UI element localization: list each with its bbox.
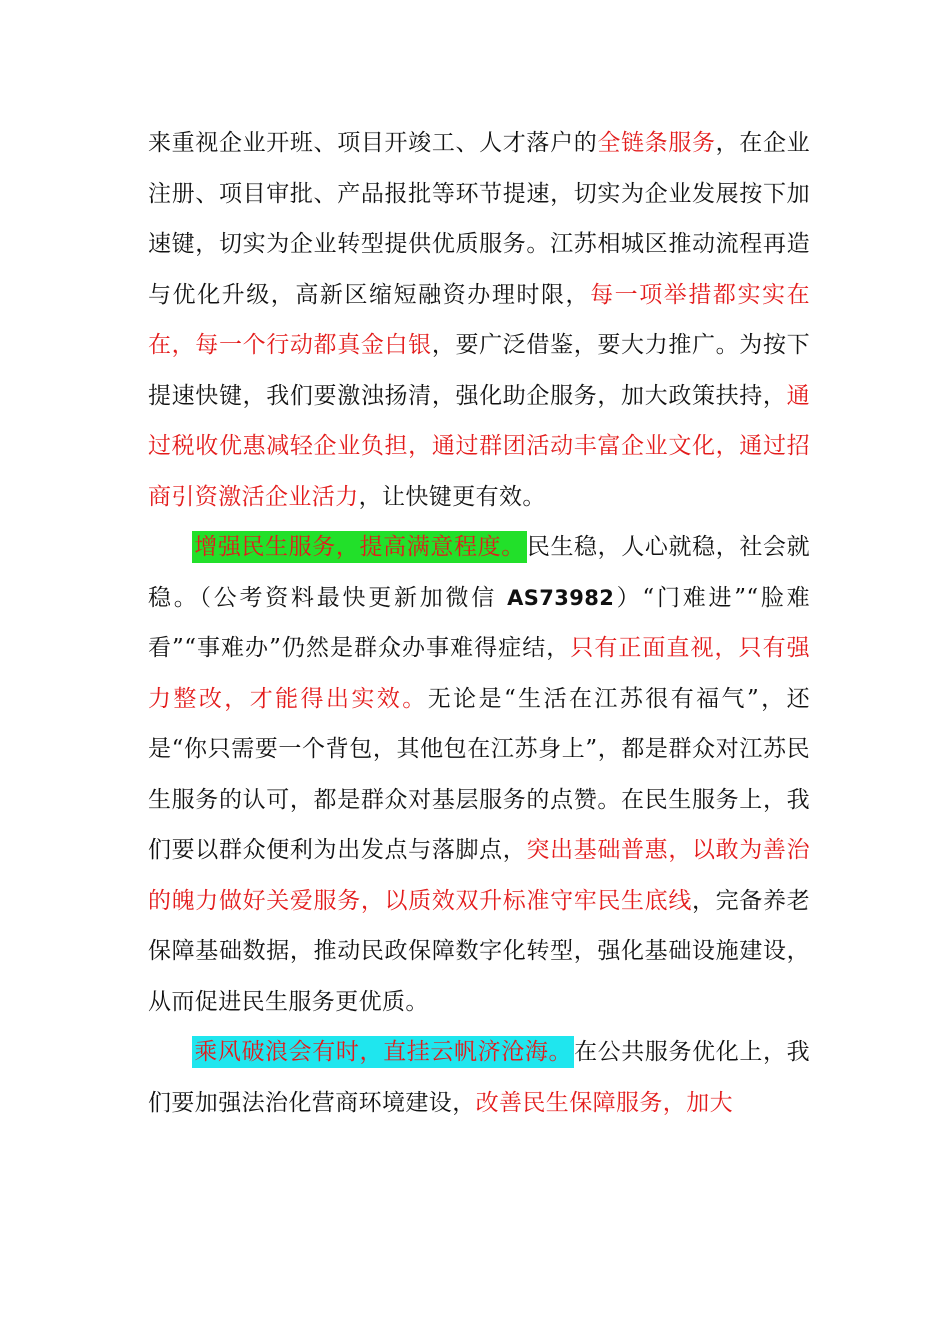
text-run: ，让快键更有效。 (358, 483, 546, 510)
emphasis-text: 通过税收优惠减轻企业负担，通过群团活动丰富企业文化，通过招商引资激活企业活力 (148, 382, 810, 510)
text-run: ）“门难进”“脸难看”“事难办”仍然是群众办事难得症结， (148, 584, 811, 661)
text-run: 在公共服务优化上，我们要加强法治化营商环境建设， (148, 1039, 810, 1116)
emphasis-text: 突出基础普惠，以敢为善治的魄力做好关爱服务，以质效双升标准守牢民生底线 (148, 837, 810, 914)
highlighted-heading: 增强民生服务，提高满意程度。 (192, 531, 527, 563)
text-run: ，在企业注册、项目审批、产品报批等环节提速，切实为企业发展按下加速键，切实为企业转型提供优质服务。江苏相城区推动流程再造与优化升级，高新区缩短融资办理时限， (148, 130, 810, 308)
highlighted-heading: 乘风破浪会有时，直挂云帆济沧海。 (192, 1036, 574, 1068)
emphasis-text: 全链条服务 (597, 130, 716, 156)
paragraph-3 (148, 1027, 810, 1128)
paragraph-1 (148, 118, 810, 522)
text-run: ，完备养老保障基础数据，推动民政保障数字化转型，强化基础设施建设，从而促进民生服务更优质。 (148, 887, 811, 1015)
wechat-id: AS73982 (507, 585, 615, 610)
emphasis-text: 只有正面直视，只有强力整改，才能得出实效。 (148, 635, 811, 712)
text-run: ，要广泛借鉴，要大力推广。为按下提速快键，我们要激浊扬清，强化助企服务，加大政策扶持， (148, 332, 810, 409)
emphasis-text: 每一项举措都实实在在，每一个行动都真金白银 (148, 281, 810, 358)
paragraph-2 (148, 522, 810, 1027)
text-run: 民生稳，人心就稳，社会就稳。（公考资料最快更新加微信 (148, 534, 810, 611)
text-run: 来重视企业开班、项目开竣工、人才落户的 (148, 130, 598, 156)
text-run: 无论是“生活在江苏很有福气”，还是“你只需要一个背包，其他包在江苏身上”，都是群众对江苏民生服务的认可，都是群众对基层服务的点赞。在民生服务上，我们要以群众便利为出发点与落脚点， (148, 685, 810, 863)
document-body (148, 118, 810, 1128)
emphasis-text: 改善民生保障服务，加大 (475, 1089, 734, 1116)
